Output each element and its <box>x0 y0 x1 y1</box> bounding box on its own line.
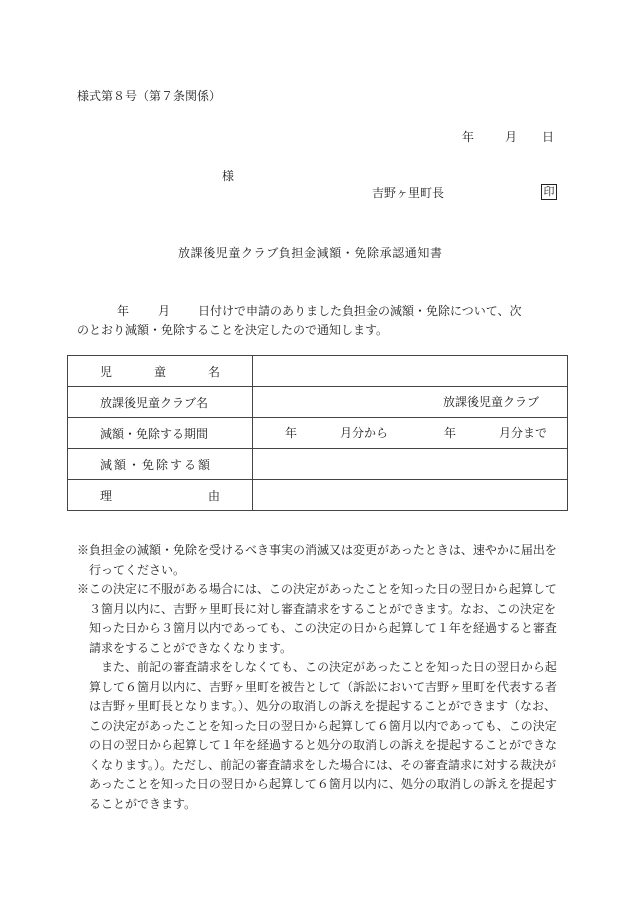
label-period: 減額・免除する期間 <box>68 418 253 449</box>
note-lawsuit: また、前記の審査請求をしなくても、この決定があったことを知った日の翌日から起算して６箇月以内に、吉野ヶ里町を被告として（訴訟において吉野ヶ里町を代表する者は吉野ヶ里町長となります。）、処分の取消しの訴えを提起することができます（なお、この決定があったことを知った日の翌日から起算して６箇月以内であっても、この決定の日の翌日から起算して１年を経過すると処分の取消しの訴えを提起することができなくなります。）。ただし、前記の審査請求をした場合には、その審査請求に対する裁決があったことを知った日の翌日から起算して６箇月以内に、処分の取消しの訴えを提起することができます。 <box>89 660 558 811</box>
note-appeal: ※この決定に不服がある場合には、この決定があったことを知った日の翌日から起算して３箇月以内に、吉野ヶ里町長に対し審査請求をすることができます。なお、この決定を知った日から３箇月以内であっても、この決定の日から起算して１年を経過すると審査請求をすることができなくなります。 <box>77 582 557 655</box>
label-reason: 理 由 <box>68 480 253 511</box>
period-to-month: 月分まで <box>499 426 548 440</box>
value-amount <box>253 449 568 480</box>
label-amount: 減額・免除する額 <box>68 449 253 480</box>
value-period <box>253 418 568 449</box>
intro-line1: 日付けで申請のありました負担金の減額・免除について、次 <box>198 304 522 318</box>
table-row-period <box>68 418 568 449</box>
label-club-name: 放課後児童クラブ名 <box>68 387 253 418</box>
table-row-amount <box>68 449 568 480</box>
seal-stamp: 印 <box>541 184 557 200</box>
reduction-details-table <box>67 355 568 511</box>
table-row-reason <box>68 480 568 511</box>
period-from-year: 年 <box>285 426 298 440</box>
intro-year: 年 <box>117 304 130 318</box>
issuer-name: 吉野ヶ里町長 <box>372 186 445 200</box>
document-title: 放課後児童クラブ負担金減額・免除承認通知書 <box>178 246 443 260</box>
date-year: 年 <box>462 130 475 144</box>
date-day: 日 <box>542 130 555 144</box>
date-month: 月 <box>505 130 518 144</box>
period-to-year: 年 <box>444 426 457 440</box>
table-row-child-name <box>68 356 568 387</box>
intro-month: 月 <box>158 304 171 318</box>
value-club-name: 放課後児童クラブ <box>253 387 568 418</box>
label-child-name: 児 童 名 <box>68 356 253 387</box>
period-from-month: 月分から <box>340 426 389 440</box>
value-reason <box>253 480 568 511</box>
form-number: 様式第８号（第７条関係） <box>77 89 222 103</box>
addressee-suffix: 様 <box>222 169 235 183</box>
date-line <box>462 129 474 145</box>
notes-section <box>77 541 557 814</box>
table-row-club-name <box>68 387 568 418</box>
note-notification: ※負担金の減額・免除を受けるべき事実の消滅又は変更があったときは、速やかに届出を行ってください。 <box>77 543 557 577</box>
value-child-name <box>253 356 568 387</box>
intro-line2: のとおり減額・免除することを決定したので通知します。 <box>77 323 389 337</box>
